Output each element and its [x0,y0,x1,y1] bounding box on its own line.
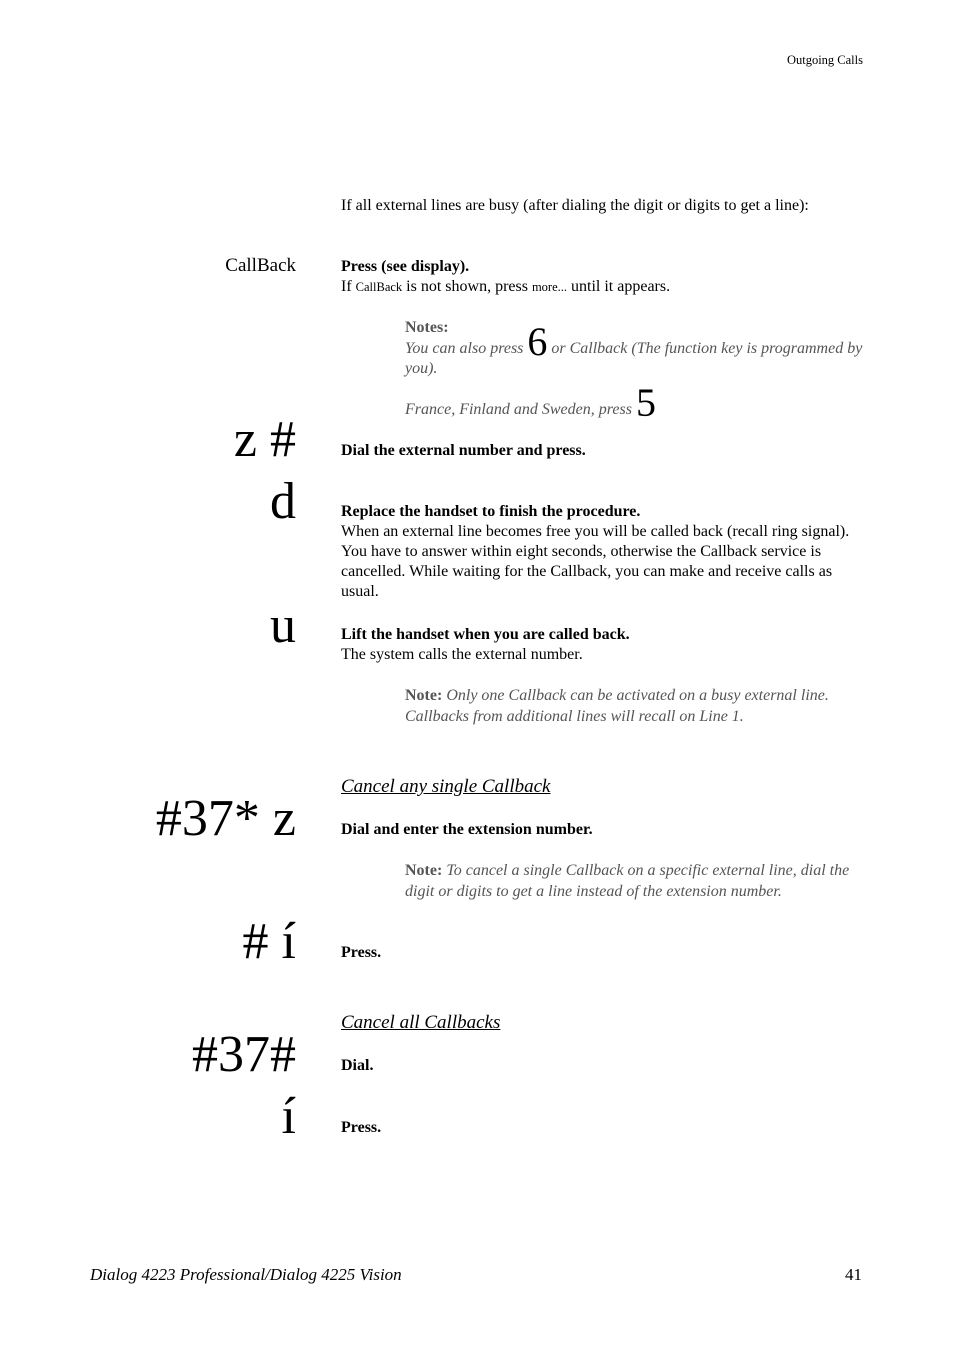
intro-text: If all external lines are busy (after dialing the digit or digits to get a line): [341,197,809,214]
step-instruction: Dial the external number and press. [341,442,586,459]
step-instruction: Press. [341,1119,382,1136]
digit-key: 5 [635,379,656,425]
clear-key-symbol: # í [242,913,296,970]
note-text: Only one Callback can be activated on a busy external line. Callbacks from additional lines will recall on Line 1. [405,687,829,725]
step-detail: The system calls the external number. [341,646,583,663]
step-instruction: Dial and enter the extension number. [341,821,593,838]
callback-step [341,257,866,297]
step-instruction: Replace the handset to finish the procedure. [341,503,641,520]
step-instruction: Dial. [341,1057,374,1074]
more-softkey: more... [531,280,568,294]
callback-detail: If CallBack is not shown, press more... until it appears. [341,278,671,295]
note-label: Note: [405,862,443,879]
page-number: 41 [845,1265,862,1284]
step-detail: When an external line becomes free you will be called back (recall ring signal). You have to answer within eight seconds, otherwise the Callback service is cancelled. While waiting for the Callback, you can make and receive calls as usual. [341,523,850,600]
clear-key-symbol: í [281,1088,296,1145]
step-block [341,502,866,602]
digit-key: 6 [527,318,548,364]
notes-country: France, Finland and Sweden, press 5 [405,379,656,425]
note-block [405,861,865,902]
section-title: Cancel any single Callback [341,776,551,797]
dial-key-symbol: z # [233,411,296,468]
step-block [341,625,866,665]
step-instruction: Press. [341,944,382,961]
footer-title: Dialog 4223 Professional/Dialog 4225 Vision [90,1265,402,1284]
notes-text: You can also press 6 or Callback (The function key is programmed by you). [405,318,863,377]
dial-code-symbol: #37# [192,1026,296,1083]
callback-key-label: CallBack [225,255,296,276]
callback-softkey: CallBack [355,280,403,294]
note-text: To cancel a single Callback on a specific external line, dial the digit or digits to get a line instead of the extension number. [405,862,850,900]
dial-code-symbol: #37* z [155,790,296,847]
handset-up-symbol: u [270,597,296,654]
callback-instruction: Press (see display). [341,258,470,275]
step-instruction: Lift the handset when you are called back. [341,626,630,643]
running-header: Outgoing Calls [786,53,863,67]
handset-down-symbol: d [270,473,296,530]
note-block [405,686,865,727]
section-title: Cancel all Callbacks [341,1012,501,1033]
notes-label: Notes: [405,319,449,336]
notes-block [405,318,865,425]
note-label: Note: [405,687,443,704]
